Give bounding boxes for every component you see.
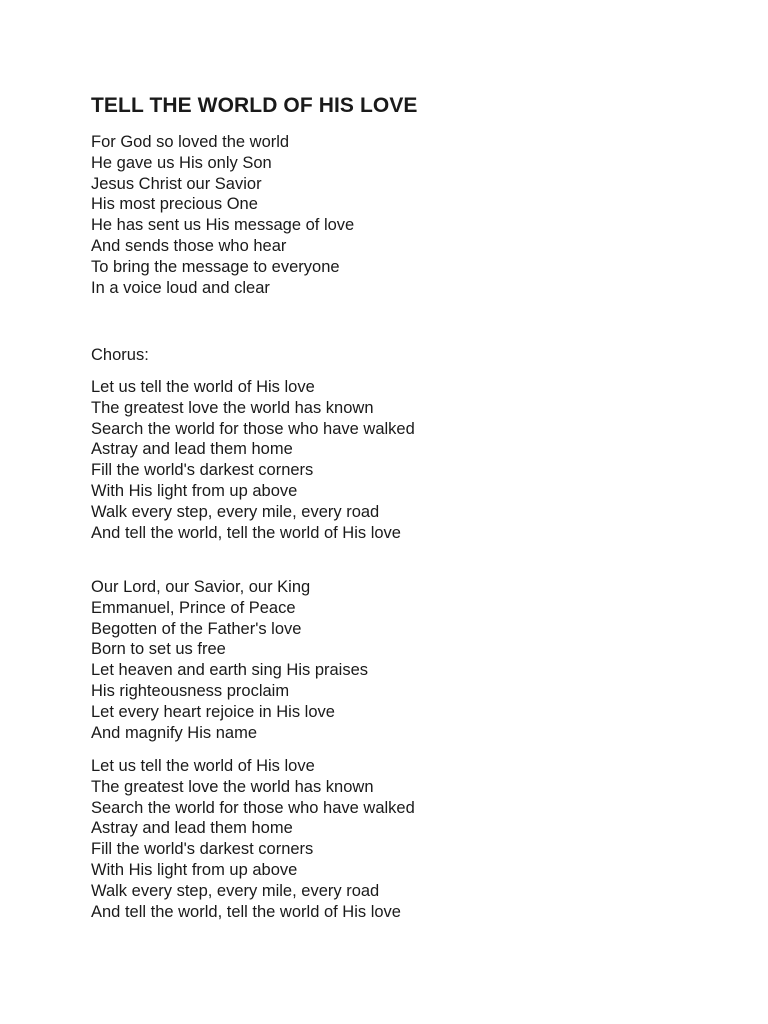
- lyric-line: Let every heart rejoice in His love: [91, 702, 335, 721]
- chorus-label: Chorus:: [91, 346, 149, 364]
- lyric-line: He has sent us His message of love: [91, 216, 355, 235]
- lyric-line: His most precious One: [91, 195, 258, 214]
- lyric-line: Born to set us free: [91, 640, 226, 659]
- lyric-line: With His light from up above: [91, 860, 298, 879]
- lyric-line: The greatest love the world has known: [91, 777, 374, 796]
- lyric-line: Fill the world's darkest corners: [91, 840, 314, 859]
- chorus-2: [91, 756, 415, 922]
- lyric-line: With His light from up above: [91, 481, 298, 500]
- lyric-line: Walk every step, every mile, every road: [91, 502, 380, 521]
- lyric-line: Walk every step, every mile, every road: [91, 881, 380, 900]
- lyric-line: Emmanuel, Prince of Peace: [91, 598, 296, 617]
- lyric-line: And magnify His name: [91, 723, 257, 742]
- lyric-line: His righteousness proclaim: [91, 681, 290, 700]
- lyric-line: To bring the message to everyone: [91, 257, 340, 276]
- lyric-line: Astray and lead them home: [91, 440, 293, 459]
- lyric-line: Jesus Christ our Savior: [91, 174, 262, 193]
- lyric-line: In a voice loud and clear: [91, 278, 270, 297]
- document-page: [91, 92, 691, 921]
- lyric-line: Let us tell the world of His love: [91, 378, 315, 396]
- lyric-line: Let heaven and earth sing His praises: [91, 661, 369, 680]
- lyric-line: And sends those who hear: [91, 236, 287, 255]
- lyric-line: Search the world for those who have walked: [91, 419, 415, 438]
- lyric-line: The greatest love the world has known: [91, 398, 374, 417]
- lyric-line: Begotten of the Father's love: [91, 619, 302, 638]
- verse-2: [91, 577, 368, 743]
- lyric-line: Our Lord, our Savior, our King: [91, 578, 311, 596]
- lyric-line: And tell the world, tell the world of His love: [91, 902, 401, 921]
- song-title: TELL THE WORLD OF HIS LOVE: [91, 94, 418, 117]
- lyric-line: And tell the world, tell the world of His love: [91, 523, 401, 542]
- lyric-line: For God so loved the world: [91, 133, 290, 151]
- chorus-1: [91, 377, 415, 543]
- lyric-line: Search the world for those who have walked: [91, 798, 415, 817]
- lyric-line: Astray and lead them home: [91, 819, 293, 838]
- lyric-line: He gave us His only Son: [91, 153, 272, 172]
- lyric-line: Fill the world's darkest corners: [91, 461, 314, 480]
- verse-1: [91, 132, 354, 298]
- lyric-line: Let us tell the world of His love: [91, 757, 315, 775]
